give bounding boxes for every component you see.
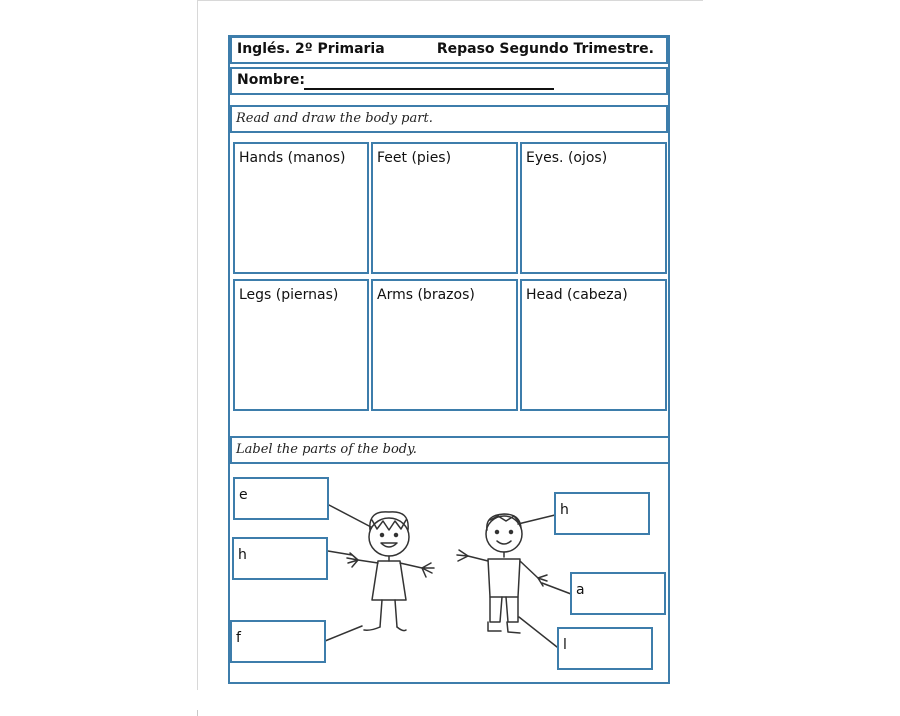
cell-label: Head (cabeza): [526, 287, 628, 303]
cell-label: Hands (manos): [239, 150, 346, 166]
leader-line: [518, 515, 555, 524]
label-box-legs[interactable]: [557, 627, 653, 670]
label-hint: a: [576, 582, 585, 598]
name-label: Nombre:: [237, 72, 305, 88]
cell-label: Arms (brazos): [377, 287, 475, 303]
leader-line: [519, 617, 557, 647]
label-box-feet[interactable]: [230, 620, 326, 663]
label-hint: f: [236, 630, 241, 646]
unit-title: Repaso Segundo Trimestre.: [436, 41, 654, 57]
label-box-arms[interactable]: [570, 572, 666, 615]
instruction-text: Read and draw the body part.: [236, 111, 433, 126]
label-hint: l: [563, 637, 567, 653]
cell-label: Eyes. (ojos): [526, 150, 608, 166]
leader-line: [328, 551, 352, 555]
label-hint: h: [238, 547, 247, 563]
label-hint: e: [239, 487, 248, 503]
label-box-hands[interactable]: [232, 537, 328, 580]
leader-line: [329, 505, 371, 527]
leader-line: [325, 626, 362, 641]
label-box-eyes[interactable]: [233, 477, 329, 520]
boy-figure: [457, 514, 547, 633]
subject-title: Inglés. 2º Primaria: [237, 41, 385, 57]
leader-line: [542, 583, 571, 594]
label-box-head[interactable]: [554, 492, 650, 535]
instruction-text: Label the parts of the body.: [236, 442, 417, 457]
label-hint: h: [560, 502, 569, 518]
cell-label: Legs (piernas): [239, 287, 339, 303]
cell-label: Feet (pies): [377, 150, 452, 166]
girl-figure: [347, 512, 434, 631]
